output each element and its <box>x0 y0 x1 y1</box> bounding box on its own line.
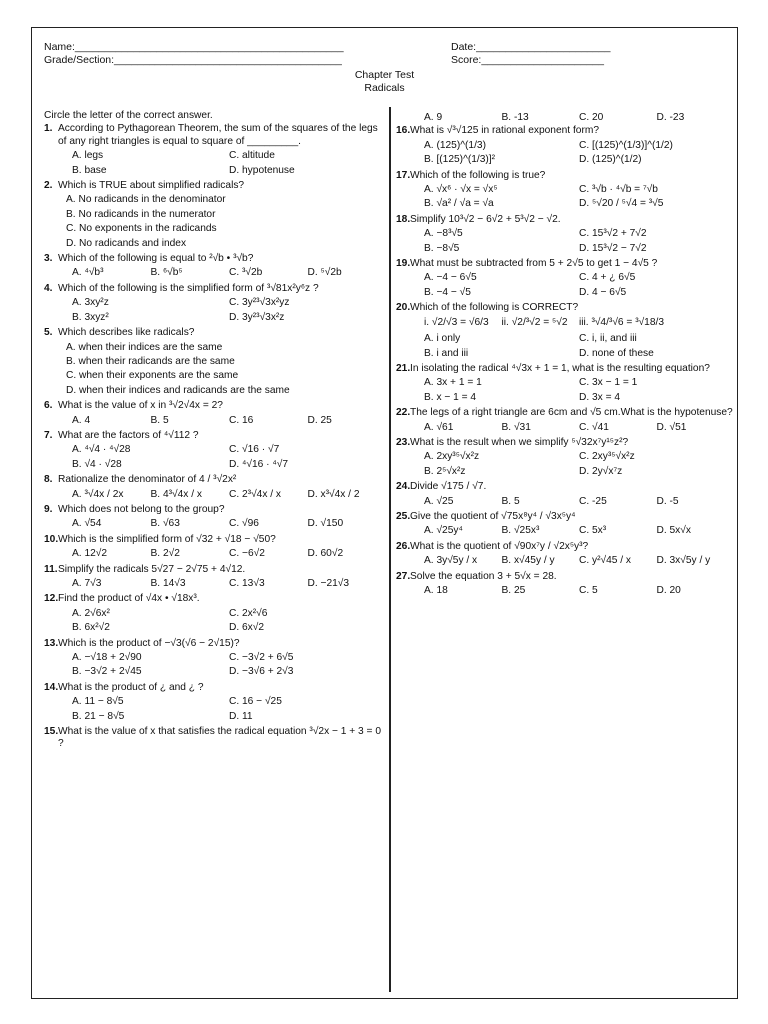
question-text: Which of the following is the simplified form of ³√81x²y⁶z ? <box>58 282 319 294</box>
answer-options <box>44 577 386 591</box>
answer-choice[interactable]: C. i, ii, and iii <box>579 333 637 345</box>
answer-choice[interactable]: A. ³√4x / 2x <box>72 488 124 500</box>
answer-options <box>44 149 386 178</box>
question-number: 12. <box>44 593 59 605</box>
answer-choice[interactable]: C. 3x − 1 = 1 <box>579 377 638 389</box>
question-item <box>44 638 386 680</box>
question-text: The legs of a right triangle are 6cm and √5 cm.What is the hypotenuse? <box>410 407 733 419</box>
question-stem <box>44 593 386 605</box>
question-item <box>44 283 386 325</box>
left-column <box>44 110 386 996</box>
answer-options <box>44 547 386 561</box>
answer-choice[interactable]: C. 5x³ <box>579 525 607 537</box>
answer-choice[interactable]: B. x − 1 = 4 <box>424 391 477 403</box>
answer-options <box>396 376 734 405</box>
question-item <box>396 541 734 569</box>
answer-options <box>396 316 734 330</box>
answer-choice[interactable]: D. hypotenuse <box>229 164 295 176</box>
question-number: 8. <box>44 474 53 486</box>
question-item <box>44 180 386 251</box>
answer-options <box>44 443 386 472</box>
answer-choice[interactable]: D. none of these <box>579 347 654 359</box>
question-stem <box>44 283 386 295</box>
answer-choice[interactable]: D. 5x√x <box>656 525 691 537</box>
question-text: Which is the simplified form of √32 + √18 − √50? <box>58 533 276 545</box>
answer-choice[interactable]: B. √63 <box>150 518 180 530</box>
question-stem <box>44 327 386 339</box>
answer-choice[interactable]: D. 4 − 6√5 <box>579 286 627 298</box>
question-stem <box>396 571 734 583</box>
grade-section-field[interactable]: Grade/Section:_______________________________________ <box>44 54 342 66</box>
question-number: 26. <box>396 540 411 552</box>
question-text: What is the value of x in ³√2√4x = 2? <box>58 400 223 412</box>
answer-options <box>44 607 386 636</box>
question-stem <box>396 481 734 493</box>
answer-options <box>44 695 386 724</box>
question-item <box>396 407 734 435</box>
question-number: 20. <box>396 302 411 314</box>
question-number: 15. <box>44 726 59 738</box>
answer-choice[interactable]: B. 21 − 8√5 <box>72 710 125 722</box>
question-stem <box>396 407 734 419</box>
answer-choice[interactable]: C. No exponents in the radicands <box>66 223 217 235</box>
question-stem <box>396 170 734 182</box>
answer-choice[interactable]: A. when their indices are the same <box>66 341 223 353</box>
question-stem <box>396 125 734 137</box>
answer-choice[interactable]: D. 3x√5y / y <box>656 555 711 567</box>
question-item <box>396 363 734 405</box>
answer-choice[interactable]: A. (125)^(1/3) <box>424 139 486 151</box>
instruction: Circle the letter of the correct answer. <box>44 110 213 121</box>
answer-choice[interactable]: B. -13 <box>501 112 529 123</box>
question-stem <box>44 726 386 751</box>
answer-choice[interactable]: C. 5 <box>579 585 598 596</box>
answer-choice[interactable]: B. 5 <box>150 414 169 426</box>
question-stem <box>44 430 386 442</box>
answer-choice[interactable]: D. 3x = 4 <box>579 391 621 403</box>
answer-choice[interactable]: D. when their indices and radicands are the same <box>66 384 290 396</box>
question-number: 2. <box>44 180 53 192</box>
answer-choice[interactable]: D. −21√3 <box>307 578 350 589</box>
question-text: Which describes like radicals? <box>58 327 195 339</box>
question-text: Which is the product of −√3(√6 − 2√15)? <box>58 637 240 649</box>
score-field[interactable]: Score:_____________________ <box>451 54 604 66</box>
answer-choice[interactable]: D. 25 <box>307 414 332 426</box>
answer-choice[interactable]: C. 2xy³⁵√x²z <box>579 451 635 463</box>
answer-choice[interactable]: D. ⁵√20 / ⁵√4 = ³√5 <box>579 198 664 210</box>
question-number: 21. <box>396 362 411 374</box>
answer-choice[interactable]: D. (125)^(1/2) <box>579 154 642 166</box>
answer-choice[interactable]: B. √31 <box>501 421 531 433</box>
question-item <box>396 170 734 212</box>
name-field[interactable]: Name:______________________________________________ <box>44 41 344 53</box>
question-item <box>44 564 386 592</box>
question-item <box>396 332 734 361</box>
question-text: Which does not belong to the group? <box>58 503 225 515</box>
answer-choice[interactable]: A. √25 <box>424 495 454 507</box>
question-item <box>44 253 386 281</box>
question-text: Which of the following is equal to ²√b • ³√b? <box>58 253 254 265</box>
answer-choice[interactable]: A. ⁴√4 · ⁴√28 <box>72 444 131 456</box>
question-number: 25. <box>396 510 411 522</box>
answer-choice[interactable]: ii. √2/³√2 = ⁵√2 <box>501 316 568 328</box>
question-number: 27. <box>396 570 411 582</box>
answer-choice[interactable]: B. 4³√4x / x <box>150 488 202 500</box>
answer-options <box>396 183 734 212</box>
question-item <box>396 125 734 167</box>
answer-choice[interactable]: B. i and iii <box>424 347 469 359</box>
answer-choice[interactable]: B. base <box>72 164 107 176</box>
question-text: According to Pythagorean Theorem, the sum of the squares of the legs of any right triangles is equal to square of _________. <box>58 123 378 147</box>
question-text: Which of the following is true? <box>410 169 546 181</box>
answer-options <box>396 332 734 361</box>
question-stem <box>396 302 734 314</box>
answer-choice[interactable]: B. ⁶√b⁵ <box>150 267 183 279</box>
question-item <box>396 437 734 479</box>
question-stem <box>396 511 734 523</box>
date-field[interactable]: Date:_______________________ <box>451 41 611 53</box>
answer-choice[interactable]: C. 16 − √25 <box>229 696 282 708</box>
question-stem <box>396 214 734 226</box>
question-item <box>396 302 734 330</box>
question-text: What must be subtracted from 5 + 2√5 to get 1 − 4√5 ? <box>410 258 658 270</box>
answer-choice[interactable]: D. 2y√x⁷z <box>579 465 623 477</box>
page-title: Chapter Test <box>354 69 415 81</box>
answer-choice[interactable]: B. √25x³ <box>501 525 540 537</box>
answer-choice[interactable]: B. 3xyz² <box>72 311 109 323</box>
answer-choice[interactable]: A. ⁴√b³ <box>72 267 104 279</box>
answer-choice[interactable] <box>657 316 735 330</box>
question-number: 1. <box>44 123 53 135</box>
answer-choice[interactable]: C. 13√3 <box>229 578 265 589</box>
question-number: 7. <box>44 429 53 441</box>
answer-choice[interactable]: C. when their exponents are the same <box>66 370 239 382</box>
question-text: What is the quotient of √90x⁷y / √2x⁵y³? <box>410 540 589 552</box>
right-column <box>396 110 734 996</box>
answer-options <box>44 341 386 399</box>
answer-choice[interactable]: C. altitude <box>229 150 275 162</box>
answer-choice[interactable]: C. 2³√4x / x <box>229 488 282 500</box>
answer-choice[interactable]: C. [(125)^(1/3)]^(1/2) <box>579 139 673 151</box>
answer-options <box>44 651 386 680</box>
answer-choice[interactable]: A. −8³√5 <box>424 228 463 240</box>
answer-choice[interactable]: C. √96 <box>229 518 259 530</box>
answer-options <box>396 227 734 256</box>
answer-choice[interactable]: B. 2⁵√x²z <box>424 465 466 477</box>
question-number: 10. <box>44 533 59 545</box>
answer-choice[interactable]: A. −√18 + 2√90 <box>72 652 142 664</box>
answer-choice[interactable]: D. No radicands and index <box>66 237 187 249</box>
answer-choice[interactable]: A. 4 <box>72 414 91 426</box>
question-text: Simplify 10³√2 − 6√2 + 5³√2 − √2. <box>410 213 561 225</box>
answer-choice[interactable]: D. √51 <box>656 421 687 433</box>
answer-options <box>396 450 734 479</box>
question-number: 22. <box>396 407 411 419</box>
answer-choice[interactable]: A. legs <box>72 150 104 162</box>
question-number: 24. <box>396 481 411 493</box>
question-number: 3. <box>44 253 53 265</box>
answer-choice[interactable]: D. 20 <box>656 585 681 596</box>
answer-choice[interactable]: B. No radicands in the numerator <box>66 208 216 220</box>
answer-choice[interactable]: D. 6x√2 <box>229 622 265 634</box>
question-text: What are the factors of ⁴√112 ? <box>58 429 199 441</box>
question-item <box>396 571 734 599</box>
question-number: 5. <box>44 327 53 339</box>
answer-choice[interactable]: B. −4 − √5 <box>424 286 471 298</box>
answer-choice[interactable]: C. −6√2 <box>229 548 265 560</box>
answer-choice[interactable]: B. [(125)^(1/3)]² <box>424 154 496 166</box>
question-number: 4. <box>44 282 53 294</box>
answer-choice[interactable]: D. √150 <box>307 518 344 530</box>
answer-choice[interactable]: C. 2x²√6 <box>229 607 268 619</box>
answer-choice[interactable]: B. −3√2 + 2√45 <box>72 666 142 678</box>
answer-choice[interactable]: C. 15³√2 + 7√2 <box>579 228 647 240</box>
answer-choice[interactable]: D. 3y²³√3x²z <box>229 311 285 323</box>
answer-choice[interactable]: C. ³√2b <box>229 267 263 279</box>
question-item <box>396 214 734 256</box>
question-stem <box>396 541 734 553</box>
answer-choice[interactable]: A. 9 <box>424 112 443 123</box>
answer-choice[interactable]: A. 18 <box>424 585 448 596</box>
answer-choice[interactable]: D. 60√2 <box>307 548 344 560</box>
question-stem <box>44 180 386 192</box>
question-stem <box>44 534 386 546</box>
answer-choice[interactable]: i. √2/√3 = √6/3 <box>424 316 489 328</box>
answer-choice[interactable]: D. x³√4x / 2 <box>307 488 360 500</box>
answer-choice[interactable]: D. ⁵√2b <box>307 267 342 279</box>
question-stem <box>396 363 734 375</box>
answer-choice[interactable]: C. √16 · √7 <box>229 444 280 456</box>
question-number: 11. <box>44 563 58 575</box>
answer-choice[interactable]: D. 15³√2 − 7√2 <box>579 242 647 254</box>
question-item <box>44 504 386 532</box>
answer-choice[interactable]: A. √x⁶ · √x = √x⁵ <box>424 184 498 196</box>
answer-choice[interactable]: C. 20 <box>579 112 604 123</box>
answer-choice[interactable]: A. 3x + 1 = 1 <box>424 377 482 389</box>
question-text: In isolating the radical ⁴√3x + 1 = 1, what is the resulting equation? <box>410 362 710 374</box>
answer-choice[interactable]: B. 2√2 <box>150 548 180 560</box>
question-15-options <box>396 111 734 125</box>
test-page <box>31 27 738 999</box>
question-text: Give the quotient of √75x⁸y⁴ / √3x⁵y⁴ <box>410 510 576 522</box>
question-stem <box>44 564 386 576</box>
question-number: 23. <box>396 436 411 448</box>
answer-choice[interactable]: A. No radicands in the denominator <box>66 194 226 206</box>
question-number: 13. <box>44 637 59 649</box>
answer-choice[interactable]: A. −4 − 6√5 <box>424 272 477 284</box>
answer-choice[interactable]: A. 3y√5y / x <box>424 555 478 567</box>
answer-choice[interactable]: C. 3y²³√3x²yz <box>229 297 290 309</box>
answer-options <box>44 488 386 502</box>
question-stem <box>44 400 386 412</box>
question-text: Which of the following is CORRECT? <box>410 302 579 314</box>
question-item <box>396 511 734 539</box>
question-number: 18. <box>396 213 411 225</box>
question-stem <box>44 682 386 694</box>
question-item <box>44 123 386 178</box>
question-stem <box>44 123 386 148</box>
question-item <box>44 726 386 751</box>
question-text: Which is TRUE about simplified radicals? <box>58 180 245 192</box>
answer-choice[interactable]: A. √25y⁴ <box>424 525 463 537</box>
answer-choice[interactable]: B. x√45y / y <box>501 555 555 567</box>
answer-choice[interactable]: A. 2xy³⁵√x²z <box>424 451 480 463</box>
question-number: 9. <box>44 503 53 515</box>
question-item <box>44 682 386 724</box>
answer-choice[interactable]: A. i only <box>424 333 461 345</box>
answer-choice[interactable]: B. 6x²√2 <box>72 622 110 634</box>
question-number: 16. <box>396 125 411 137</box>
answer-options <box>44 266 386 280</box>
question-item <box>396 258 734 300</box>
question-number: 17. <box>396 169 411 181</box>
question-item <box>44 534 386 562</box>
answer-choice[interactable]: D. −3√6 + 2√3 <box>229 666 294 678</box>
question-number: 14. <box>44 681 59 693</box>
answer-choice[interactable]: A. 2√6x² <box>72 607 110 619</box>
page-subtitle: Radicals <box>364 82 405 94</box>
answer-choice[interactable]: C. y²√45 / x <box>579 555 632 567</box>
answer-choice[interactable]: B. 14√3 <box>150 578 186 589</box>
answer-options <box>396 421 734 435</box>
answer-choice[interactable]: B. −8√5 <box>424 242 460 254</box>
answer-choice[interactable]: B. 25 <box>501 585 526 596</box>
answer-choice[interactable]: D. -23 <box>656 112 685 123</box>
question-text: What is the product of ¿ and ¿ ? <box>58 681 204 693</box>
answer-choice[interactable]: B. when their radicands are the same <box>66 355 235 367</box>
answer-options <box>44 517 386 531</box>
question-stem <box>396 258 734 270</box>
question-text: Find the product of √4x • √18x³. <box>58 593 200 605</box>
question-text: What is the result when we simplify ⁵√32x⁷y¹⁵z²? <box>410 436 629 448</box>
answer-choice[interactable]: A. √61 <box>424 421 454 433</box>
answer-choice[interactable]: A. 11 − 8√5 <box>72 696 124 708</box>
answer-choice[interactable]: D. 11 <box>229 710 253 722</box>
question-item <box>396 481 734 509</box>
answer-options <box>44 296 386 325</box>
answer-choice[interactable]: A. 3xy²z <box>72 297 109 309</box>
question-stem <box>44 638 386 650</box>
answer-options <box>44 193 386 251</box>
question-stem <box>44 474 386 486</box>
answer-choice[interactable]: B. √a² / √a = √a <box>424 198 494 210</box>
question-text: Simplify the radicals 5√27 − 2√75 + 4√12. <box>58 563 246 575</box>
question-text: Rationalize the denominator of 4 / ³√2x² <box>58 474 237 486</box>
question-item <box>44 327 386 398</box>
column-divider <box>389 107 391 992</box>
answer-choice[interactable]: A. √54 <box>72 518 102 530</box>
question-number: 6. <box>44 400 53 412</box>
answer-options <box>396 584 734 598</box>
question-item <box>44 593 386 635</box>
answer-options <box>396 139 734 168</box>
answer-choice[interactable]: C. √41 <box>579 421 609 433</box>
answer-choice[interactable]: A. 12√2 <box>72 548 108 560</box>
answer-choice[interactable]: C. ³√b · ⁴√b = ⁷√b <box>579 184 658 196</box>
answer-choice[interactable]: C. −3√2 + 6√5 <box>229 652 294 664</box>
answer-choice[interactable]: B. √4 · √28 <box>72 458 122 470</box>
answer-choice[interactable]: C. 4 + ¿ 6√5 <box>579 272 636 284</box>
question-text: What is √³√125 in rational exponent form? <box>410 125 599 137</box>
answer-options <box>396 271 734 300</box>
answer-choice[interactable]: D. -5 <box>656 495 679 507</box>
question-stem <box>44 504 386 516</box>
question-stem <box>396 437 734 449</box>
answer-choice[interactable]: C. -25 <box>579 495 607 507</box>
answer-options <box>44 414 386 428</box>
answer-options <box>396 554 734 568</box>
answer-options <box>396 524 734 538</box>
answer-options <box>396 495 734 509</box>
answer-choice[interactable]: C. 16 <box>229 414 254 426</box>
question-stem <box>44 253 386 265</box>
question-item <box>44 474 386 502</box>
answer-choice[interactable]: B. 5 <box>501 495 520 507</box>
question-text: Divide √175 / √7. <box>410 481 487 493</box>
question-item <box>44 400 386 428</box>
answer-choice[interactable]: D. ⁴√16 · ⁴√7 <box>229 458 289 470</box>
question-number: 19. <box>396 258 411 270</box>
answer-choice[interactable]: iii. ³√4/³√6 = ³√18/3 <box>579 316 665 328</box>
answer-choice[interactable]: A. 7√3 <box>72 578 102 589</box>
question-item <box>44 430 386 472</box>
question-text: Solve the equation 3 + 5√x = 28. <box>410 570 557 582</box>
question-text: What is the value of x that satisfies the radical equation ³√2x − 1 + 3 = 0 ? <box>58 726 382 750</box>
